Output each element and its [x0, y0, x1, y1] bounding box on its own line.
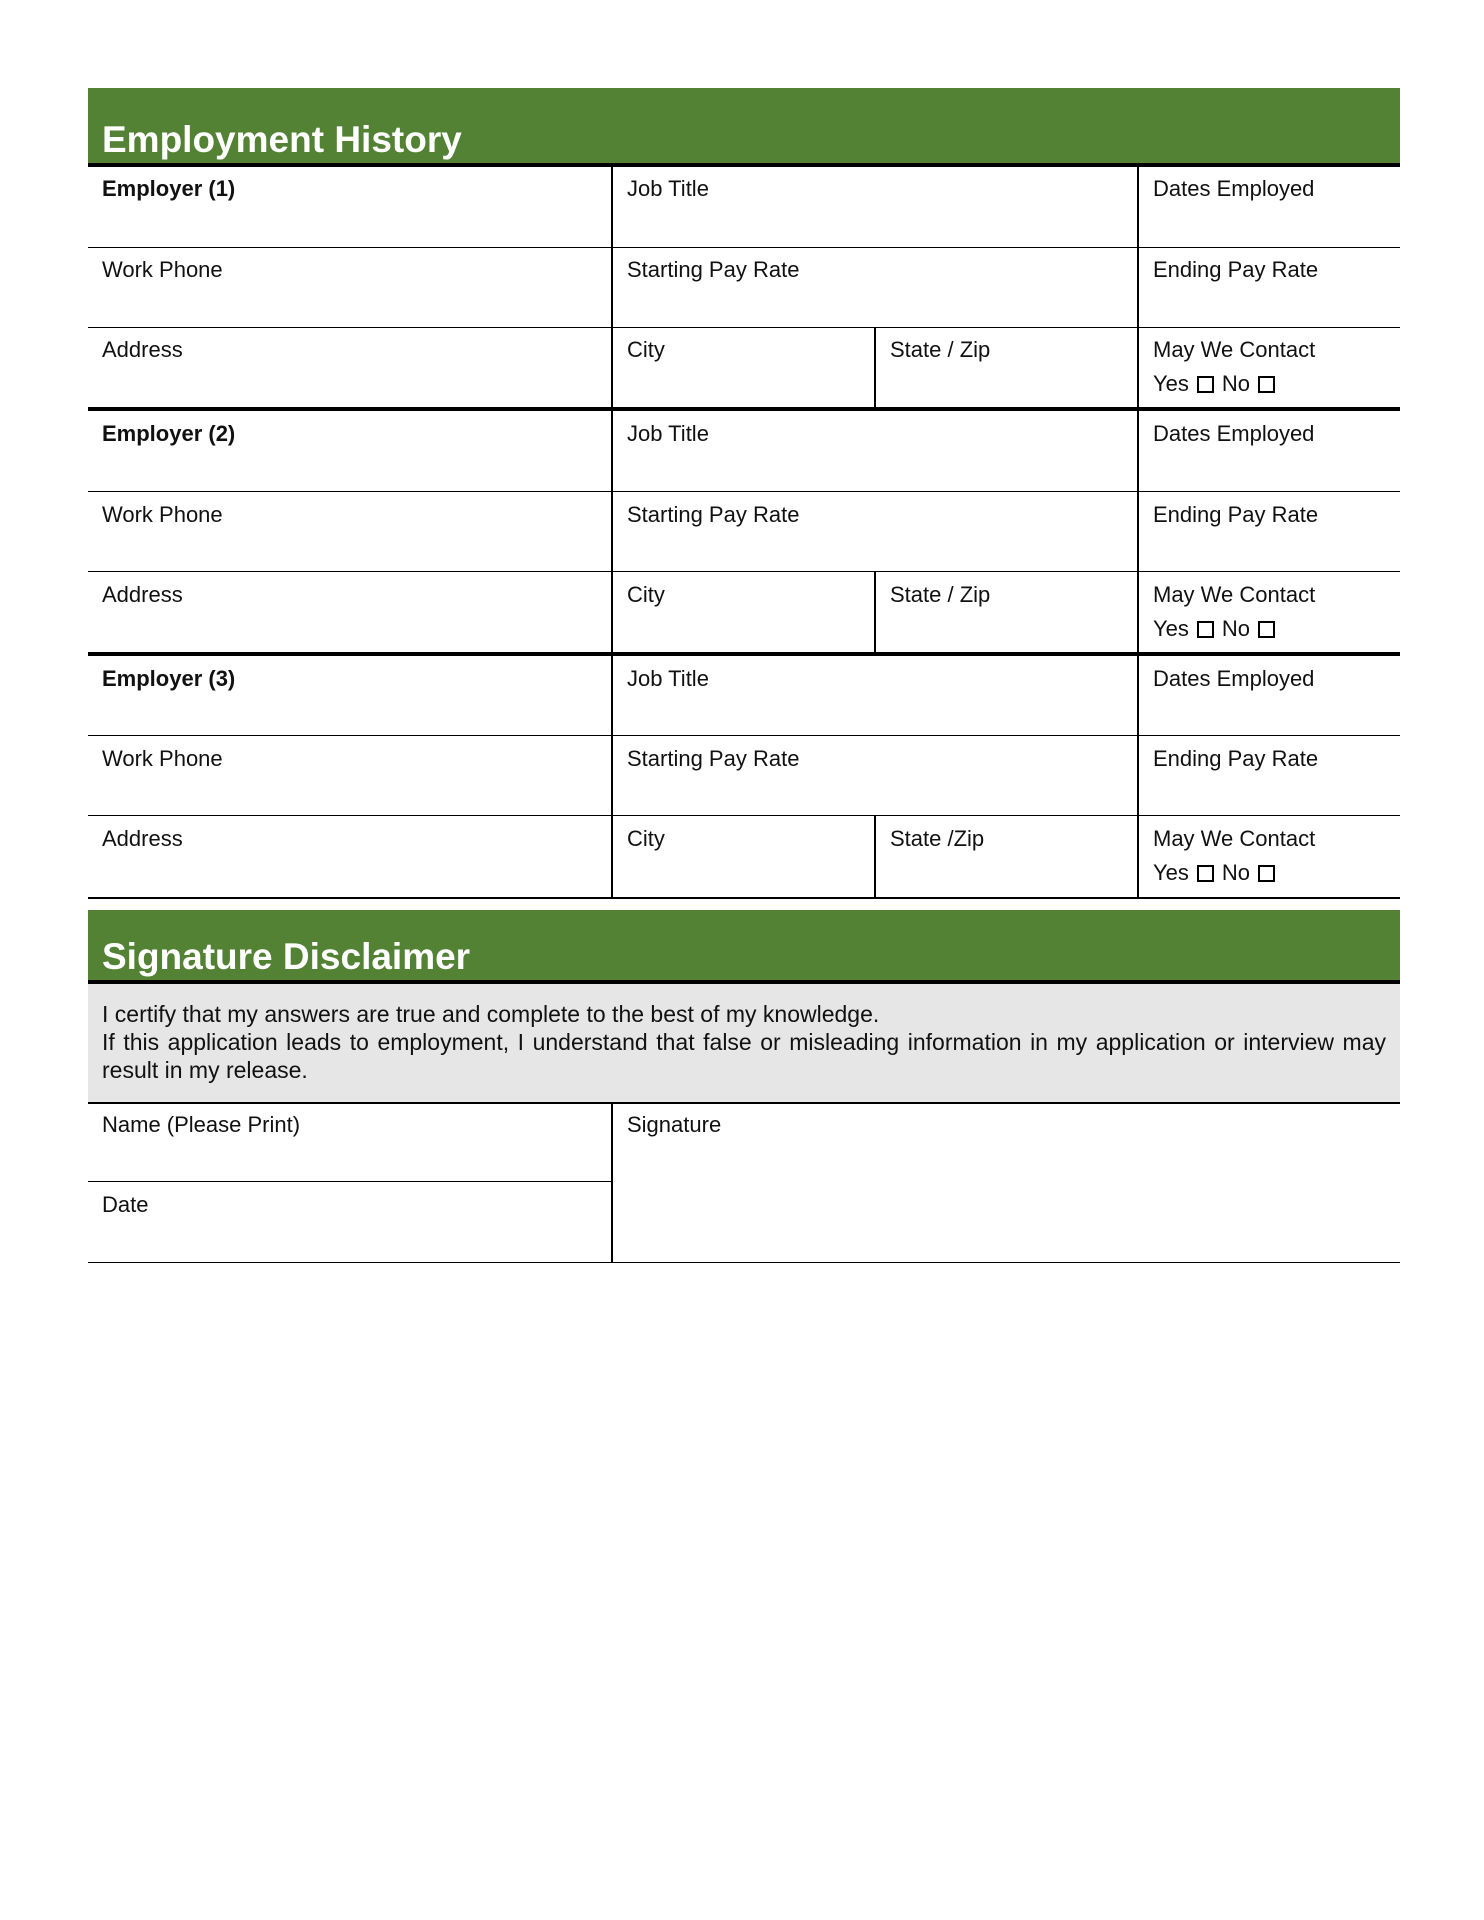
- row-divider: [88, 735, 1400, 736]
- starting-pay-field[interactable]: Starting Pay Rate: [627, 502, 800, 527]
- yes-checkbox[interactable]: [1197, 621, 1214, 638]
- city-field[interactable]: City: [627, 582, 665, 607]
- employment-history-header: [88, 88, 1400, 167]
- may-we-contact: [1153, 337, 1315, 397]
- column-divider: [874, 328, 876, 409]
- disclaimer-line-1: I certify that my answers are true and complete to the best of my knowledge.: [102, 1001, 880, 1027]
- work-phone-field[interactable]: Work Phone: [102, 257, 223, 282]
- no-checkbox[interactable]: [1258, 865, 1275, 882]
- job-title-field[interactable]: Job Title: [627, 421, 709, 446]
- date-field[interactable]: Date: [102, 1192, 149, 1217]
- dates-employed-field[interactable]: Dates Employed: [1153, 666, 1315, 691]
- address-field[interactable]: Address: [102, 337, 183, 362]
- starting-pay-field[interactable]: Starting Pay Rate: [627, 257, 800, 282]
- row-divider: [88, 1181, 611, 1182]
- ending-pay-field[interactable]: Ending Pay Rate: [1153, 746, 1319, 771]
- work-phone-field[interactable]: Work Phone: [102, 746, 223, 771]
- yes-label: Yes: [1153, 860, 1189, 885]
- no-label: No: [1221, 616, 1251, 641]
- disclaimer-line-2: If this application leads to employment, I understand that false or misleading information in my application or interview may result in my release.: [102, 1029, 1386, 1083]
- column-divider: [611, 167, 613, 899]
- ending-pay-field[interactable]: Ending Pay Rate: [1153, 257, 1319, 282]
- starting-pay-field[interactable]: Starting Pay Rate: [627, 746, 800, 771]
- yes-checkbox[interactable]: [1197, 376, 1214, 393]
- signature-disclaimer-header: [88, 910, 1400, 984]
- no-label: No: [1221, 371, 1251, 396]
- disclaimer-text: [88, 984, 1400, 1103]
- work-phone-field[interactable]: Work Phone: [102, 502, 223, 527]
- address-field[interactable]: Address: [102, 826, 183, 851]
- dates-employed-field[interactable]: Dates Employed: [1153, 421, 1315, 446]
- block-divider: [88, 407, 1400, 411]
- signature-top-rule: [88, 1102, 1400, 1104]
- column-divider: [874, 572, 876, 654]
- state-zip-field[interactable]: State / Zip: [890, 582, 991, 607]
- name-print-field[interactable]: Name (Please Print): [102, 1112, 301, 1137]
- row-divider: [88, 571, 1400, 572]
- job-title-field[interactable]: Job Title: [627, 666, 709, 691]
- signature-field[interactable]: Signature: [627, 1112, 722, 1137]
- may-we-contact: [1153, 826, 1315, 886]
- row-divider: [88, 491, 1400, 492]
- state-zip-field[interactable]: State /Zip: [890, 826, 985, 851]
- dates-employed-field[interactable]: Dates Employed: [1153, 176, 1315, 201]
- no-checkbox[interactable]: [1258, 376, 1275, 393]
- yes-checkbox[interactable]: [1197, 865, 1214, 882]
- signature-bottom-rule: [88, 1262, 1400, 1263]
- block-divider: [88, 652, 1400, 656]
- yes-label: Yes: [1153, 371, 1189, 396]
- column-divider: [611, 1103, 613, 1263]
- city-field[interactable]: City: [627, 337, 665, 362]
- employer-heading: Employer (2): [102, 421, 236, 446]
- no-label: No: [1221, 860, 1251, 885]
- employer-heading: Employer (1): [102, 176, 236, 201]
- address-field[interactable]: Address: [102, 582, 183, 607]
- state-zip-field[interactable]: State / Zip: [890, 337, 991, 362]
- employer-heading: Employer (3): [102, 666, 236, 691]
- no-checkbox[interactable]: [1258, 621, 1275, 638]
- may-we-contact-label: May We Contact: [1153, 337, 1316, 362]
- employment-history-title: Employment History: [102, 119, 462, 160]
- may-we-contact-label: May We Contact: [1153, 582, 1316, 607]
- may-we-contact: [1153, 582, 1315, 642]
- row-divider: [88, 815, 1400, 816]
- may-we-contact-label: May We Contact: [1153, 826, 1316, 851]
- city-field[interactable]: City: [627, 826, 665, 851]
- job-title-field[interactable]: Job Title: [627, 176, 709, 201]
- signature-disclaimer-title: Signature Disclaimer: [102, 936, 471, 977]
- column-divider: [874, 816, 876, 898]
- row-divider: [88, 327, 1400, 328]
- ending-pay-field[interactable]: Ending Pay Rate: [1153, 502, 1319, 527]
- table-bottom-rule: [88, 897, 1400, 899]
- row-divider: [88, 247, 1400, 248]
- column-divider: [1137, 167, 1139, 899]
- yes-label: Yes: [1153, 616, 1189, 641]
